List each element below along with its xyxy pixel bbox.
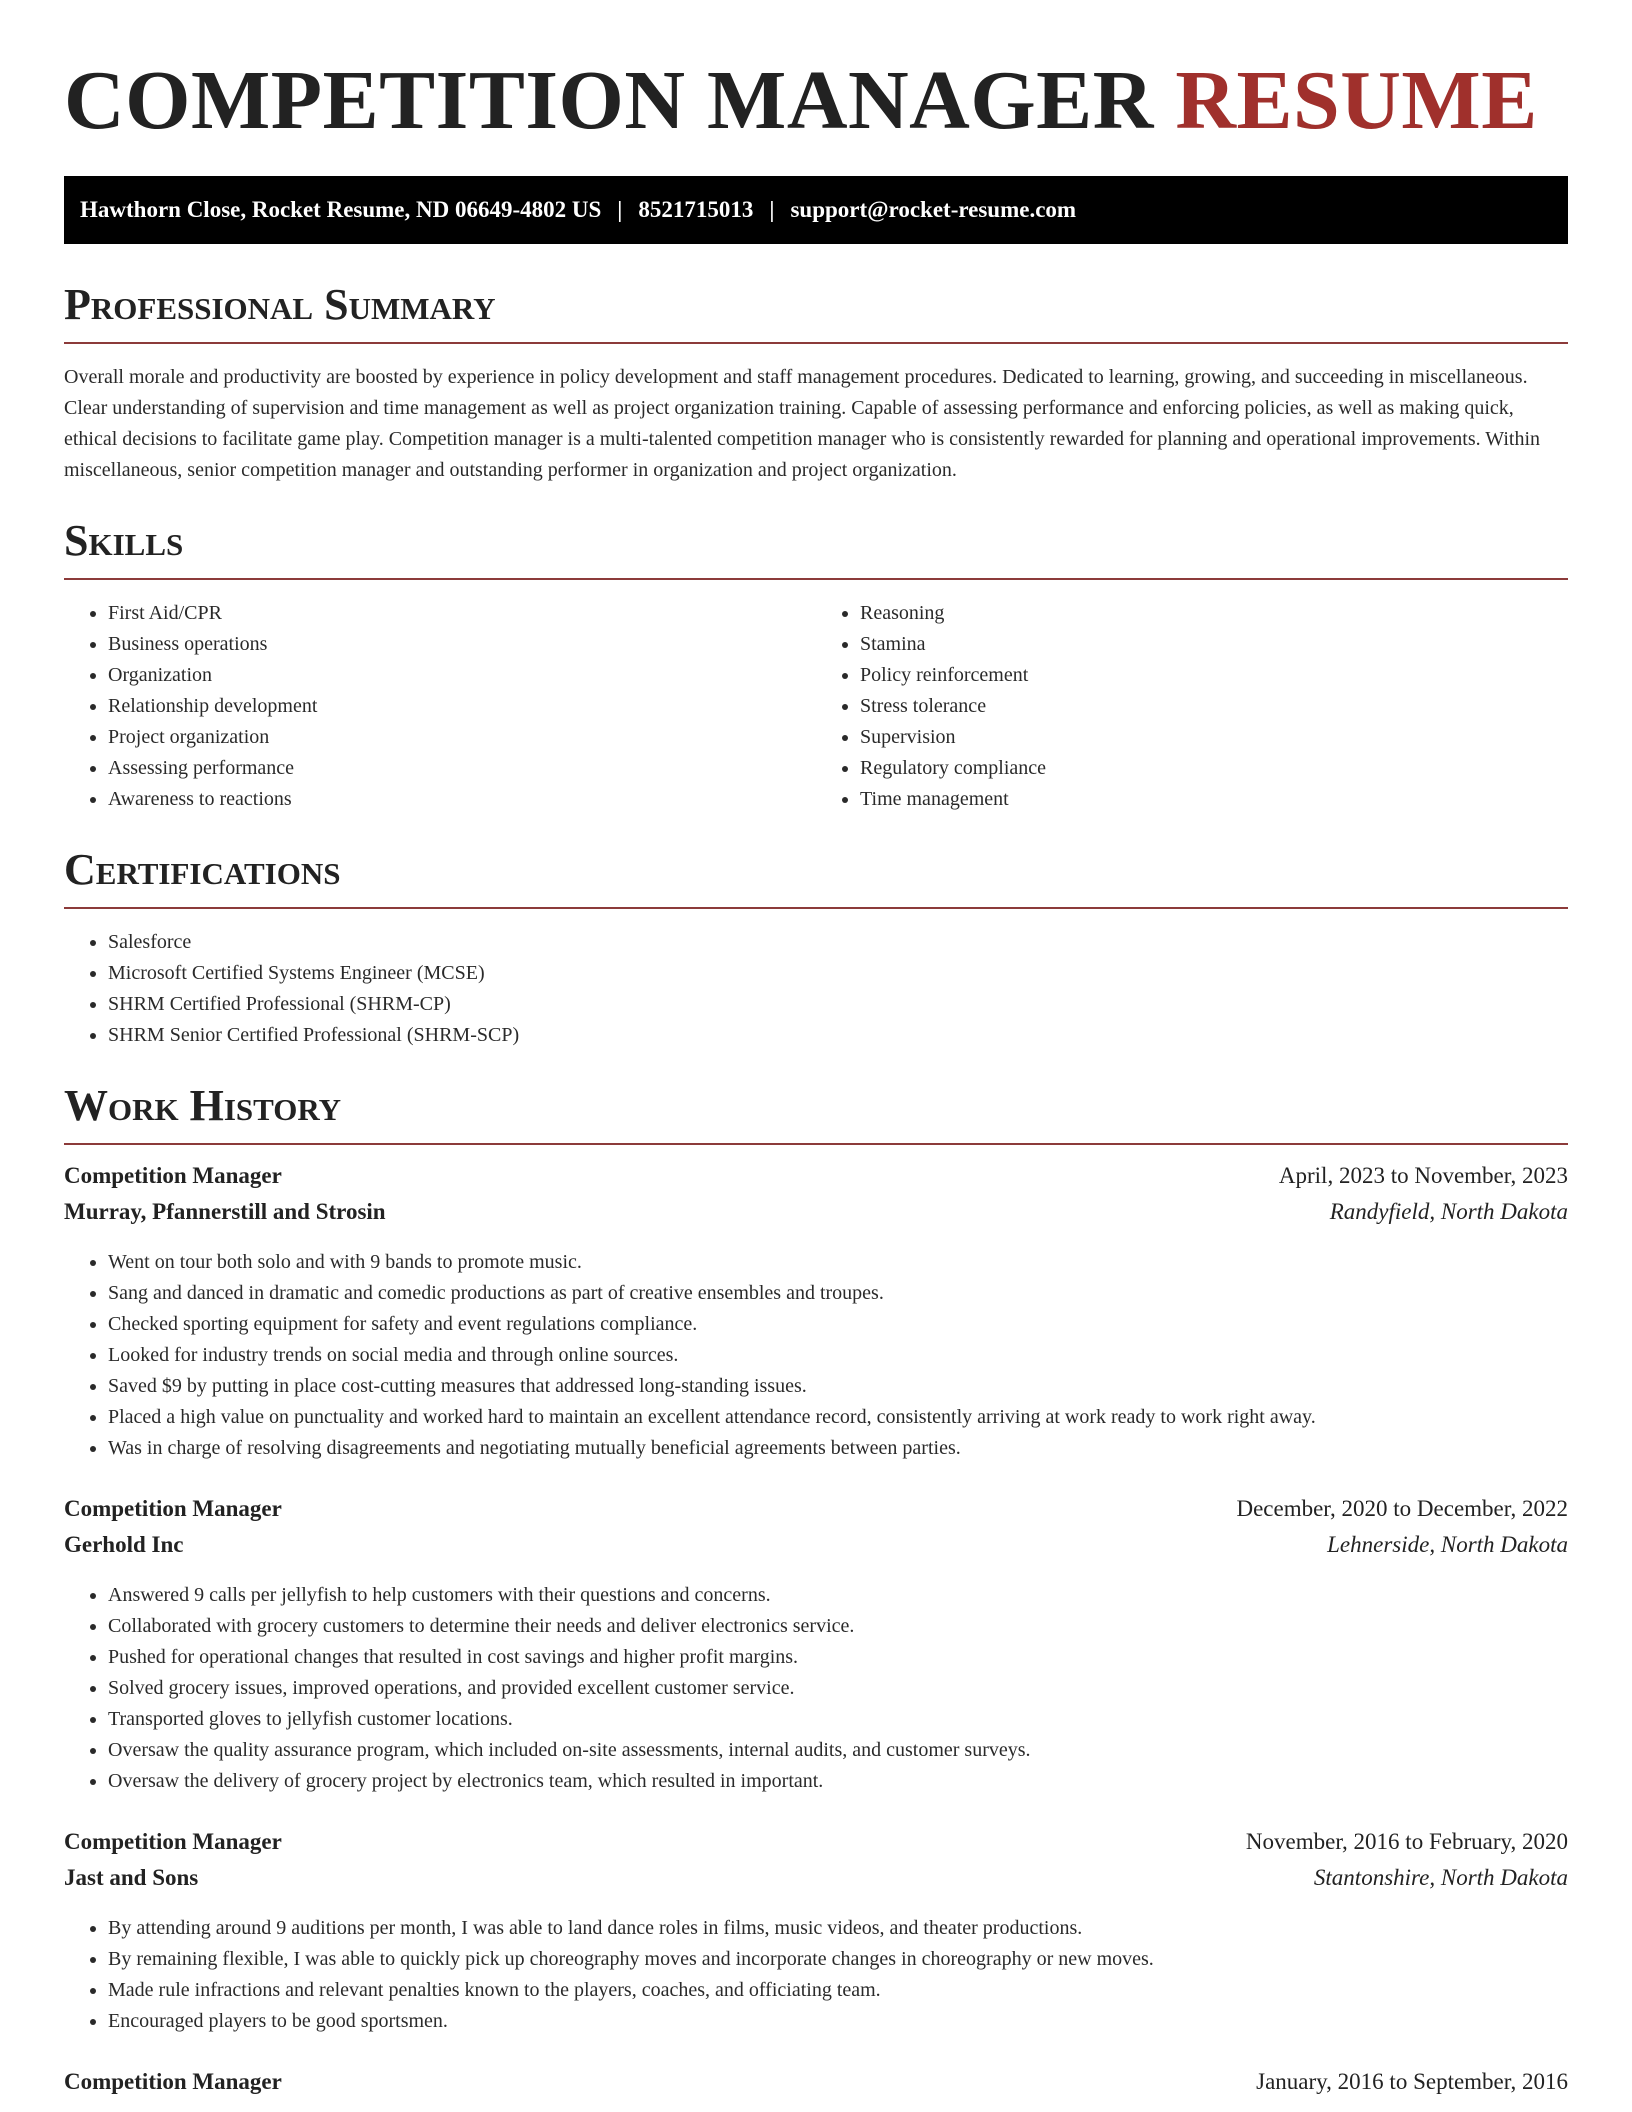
job-bullet: • Sang and danced in dramatic and comedic productions as part of creative ensembles and troupes. bbox=[108, 1278, 1568, 1309]
job-title: Competition Manager bbox=[64, 1163, 282, 1188]
job-location: Lehnerside, North Dakota bbox=[1327, 1532, 1568, 1557]
certifications-list bbox=[64, 927, 1568, 1051]
job-location: Stantonshire, North Dakota bbox=[1313, 1865, 1568, 1890]
job-title: Competition Manager bbox=[64, 1496, 282, 1521]
skill-item: • Assessing performance bbox=[108, 753, 816, 784]
job-bullet: • Transported gloves to jellyfish customer locations. bbox=[108, 1704, 1568, 1735]
skill-item: • Reasoning bbox=[860, 598, 1568, 629]
skill-item: • Awareness to reactions bbox=[108, 784, 816, 815]
job-dates: November, 2016 to February, 2020 bbox=[1245, 1829, 1568, 1854]
job-header-row bbox=[64, 1163, 1568, 1199]
job-bullet: • Oversaw the quality assurance program, which included on-site assessments, internal audits, and customer surveys. bbox=[108, 1735, 1568, 1766]
skill-item: • Business operations bbox=[108, 629, 816, 660]
job-company: Jast and Sons bbox=[64, 1865, 199, 1890]
job-company: Murray, Pfannerstill and Strosin bbox=[64, 1199, 386, 1224]
certifications-section bbox=[64, 845, 1568, 1051]
resume-title bbox=[64, 0, 1568, 147]
skill-item: • Time management bbox=[860, 784, 1568, 815]
job-company-row bbox=[64, 1199, 1568, 1235]
job-bullet: • Answered 9 calls per jellyfish to help customers with their questions and concerns. bbox=[108, 1580, 1568, 1611]
job-title: Competition Manager bbox=[64, 1829, 282, 1854]
job-bullet: • Went on tour both solo and with 9 bands to promote music. bbox=[108, 1247, 1568, 1278]
job-bullet: • Placed a high value on punctuality and worked hard to maintain an excellent attendance record, consistently arriving at work ready to work right away. bbox=[108, 1402, 1568, 1433]
contact-address: Hawthorn Close, Rocket Resume, ND 06649-4802 US bbox=[80, 197, 602, 222]
summary-text: Overall morale and productivity are boosted by experience in policy development and staff management procedures. Dedicated to learning, growing, and succeeding in miscellaneous. Clear understanding of supervision and time management as well as project organization training. Capable of assessing performance and enforcing policies, as well as making quick, ethical decisions to facilitate game play. Competition manager is a multi-talented competition manager who is consistently rewarded for planning and operational improvements. Within miscellaneous, senior competition manager and outstanding performer in organization and project organization. bbox=[64, 366, 1541, 481]
job-bullet: • By attending around 9 auditions per month, I was able to land dance roles in films, music videos, and theater productions. bbox=[108, 1913, 1568, 1944]
job-dates: January, 2016 to September, 2016 bbox=[1256, 2069, 1568, 2094]
job-bullets bbox=[64, 1913, 1568, 2037]
job-entry bbox=[64, 2069, 1568, 2105]
job-bullet: • By remaining flexible, I was able to quickly pick up choreography moves and incorporate changes in choreography or new moves. bbox=[108, 1944, 1568, 1975]
contact-separator: | bbox=[769, 197, 775, 222]
job-company: Gerhold Inc bbox=[64, 1532, 184, 1557]
job-bullet: • Made rule infractions and relevant penalties known to the players, coaches, and officiating team. bbox=[108, 1975, 1568, 2006]
skill-item: • First Aid/CPR bbox=[108, 598, 816, 629]
job-bullet: • Encouraged players to be good sportsmen. bbox=[108, 2006, 1568, 2037]
section-heading: Certifications bbox=[64, 845, 1568, 909]
skills-section bbox=[64, 516, 1568, 815]
job-dates: April, 2023 to November, 2023 bbox=[1278, 1163, 1568, 1188]
job-company-row bbox=[64, 1532, 1568, 1568]
skills-grid bbox=[64, 580, 1568, 815]
title-main: COMPETITION MANAGER bbox=[64, 54, 1154, 147]
section-heading: Professional Summary bbox=[64, 280, 1568, 344]
skill-item: • Stress tolerance bbox=[860, 691, 1568, 722]
job-bullets bbox=[64, 1580, 1568, 1797]
job-bullet: • Saved $9 by putting in place cost-cutting measures that addressed long-standing issues. bbox=[108, 1371, 1568, 1402]
job-bullet: • Pushed for operational changes that resulted in cost savings and higher profit margins. bbox=[108, 1642, 1568, 1673]
skill-item: • Stamina bbox=[860, 629, 1568, 660]
contact-email: support@rocket-resume.com bbox=[790, 197, 1077, 222]
job-company-row bbox=[64, 1865, 1568, 1901]
certification-item: • SHRM Senior Certified Professional (SHRM-SCP) bbox=[108, 1020, 1568, 1051]
section-heading: Work History bbox=[64, 1081, 1568, 1145]
summary-section bbox=[64, 280, 1568, 486]
skills-list-right bbox=[816, 598, 1568, 815]
job-dates: December, 2020 to December, 2022 bbox=[1236, 1496, 1568, 1521]
skill-item: • Supervision bbox=[860, 722, 1568, 753]
job-entry bbox=[64, 1163, 1568, 1464]
job-bullet: • Collaborated with grocery customers to determine their needs and deliver electronics service. bbox=[108, 1611, 1568, 1642]
job-bullet: • Looked for industry trends on social media and through online sources. bbox=[108, 1340, 1568, 1371]
job-header-row bbox=[64, 1829, 1568, 1865]
contact-separator: | bbox=[617, 197, 623, 222]
job-entry bbox=[64, 1829, 1568, 2037]
certification-item: • Salesforce bbox=[108, 927, 1568, 958]
job-bullet: • Checked sporting equipment for safety and event regulations compliance. bbox=[108, 1309, 1568, 1340]
contact-phone: 8521715013 bbox=[638, 197, 754, 222]
certification-item: • Microsoft Certified Systems Engineer (MCSE) bbox=[108, 958, 1568, 989]
job-bullet: • Oversaw the delivery of grocery project by electronics team, which resulted in important. bbox=[108, 1766, 1568, 1797]
job-bullets bbox=[64, 1247, 1568, 1464]
skills-list-left bbox=[64, 598, 816, 815]
section-heading: Skills bbox=[64, 516, 1568, 580]
skill-item: • Regulatory compliance bbox=[860, 753, 1568, 784]
job-bullet: • Solved grocery issues, improved operations, and provided excellent customer service. bbox=[108, 1673, 1568, 1704]
skill-item: • Project organization bbox=[108, 722, 816, 753]
contact-bar bbox=[64, 176, 1568, 244]
job-title: Competition Manager bbox=[64, 2069, 282, 2094]
title-accent: RESUME bbox=[1175, 54, 1538, 147]
certification-item: • SHRM Certified Professional (SHRM-CP) bbox=[108, 989, 1568, 1020]
job-entry bbox=[64, 1496, 1568, 1797]
job-bullet: • Was in charge of resolving disagreements and negotiating mutually beneficial agreements between parties. bbox=[108, 1433, 1568, 1464]
skill-item: • Relationship development bbox=[108, 691, 816, 722]
job-location: Randyfield, North Dakota bbox=[1329, 1199, 1568, 1224]
skill-item: • Organization bbox=[108, 660, 816, 691]
job-header-row bbox=[64, 2069, 1568, 2105]
skill-item: • Policy reinforcement bbox=[860, 660, 1568, 691]
work-history-section bbox=[64, 1081, 1568, 2105]
job-header-row bbox=[64, 1496, 1568, 1532]
